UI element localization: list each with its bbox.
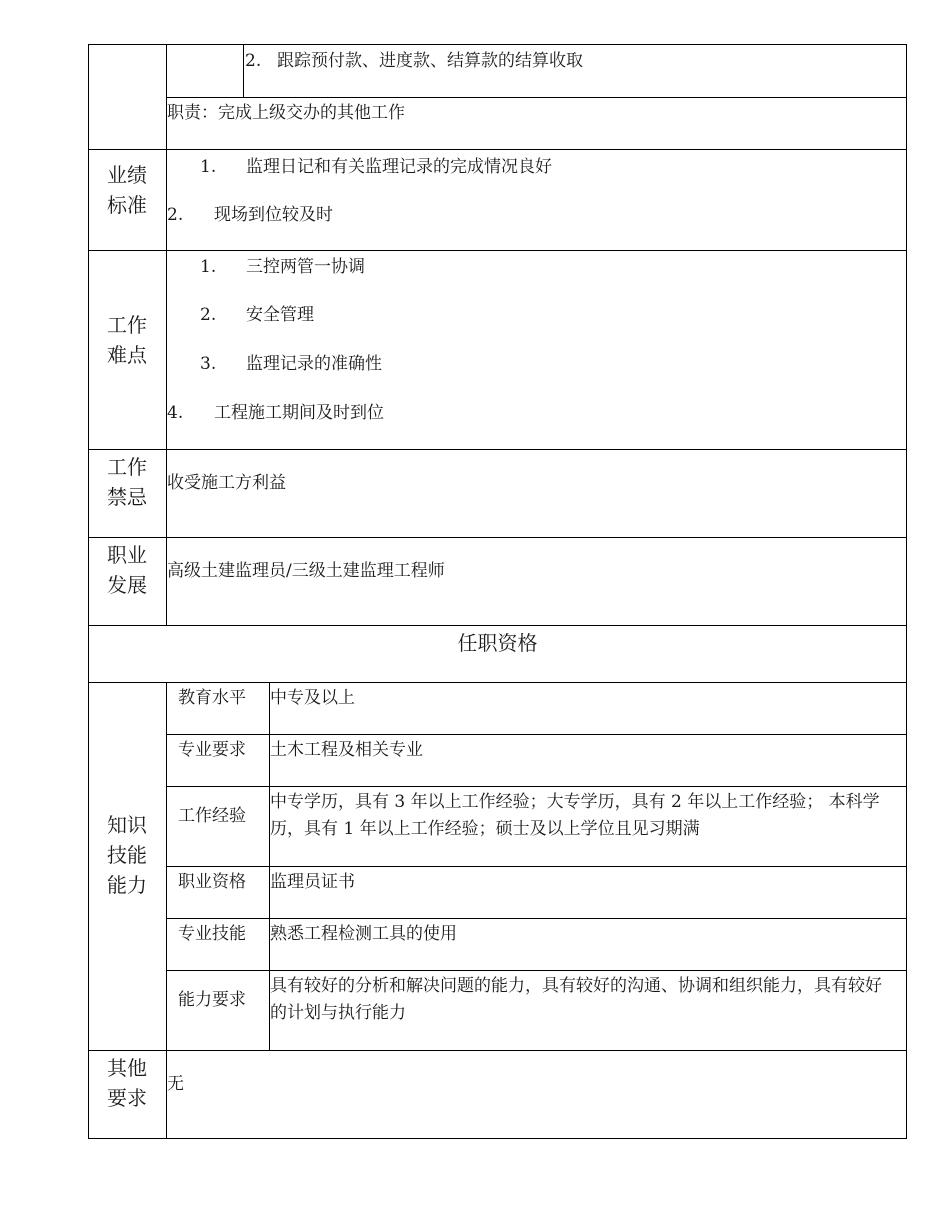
difficulty-item-2-num: 2. — [200, 305, 217, 325]
taboo-label-line1: 工作 — [107, 455, 147, 479]
career-text: 高级土建监理员/三级土建监理工程师 — [167, 561, 445, 581]
knowledge-key-education: 教育水平 — [178, 688, 246, 708]
rule-difficulty-bottom — [88, 449, 907, 450]
rule-duty-inner — [243, 44, 244, 98]
performance-label — [88, 160, 166, 220]
knowledge-label-line2: 技能 — [107, 843, 147, 867]
other-req-text: 无 — [167, 1074, 184, 1094]
duty-item-2-num: 2. — [245, 51, 262, 71]
rule-bottom — [88, 1138, 907, 1139]
rule-taboo-bottom — [88, 537, 907, 538]
knowledge-value-education: 中专及以上 — [270, 688, 355, 708]
knowledge-key-major: 专业要求 — [178, 740, 246, 760]
knowledge-value-ability: 具有较好的分析和解决问题的能力，具有较好的沟通、协调和组织能力，具有较好的计划与执行能力 — [270, 976, 882, 1023]
performance-item-2-text: 现场到位较及时 — [214, 205, 333, 225]
rule-duty-mid — [166, 97, 907, 98]
performance-label-line2: 标准 — [107, 193, 147, 217]
knowledge-label — [88, 810, 166, 900]
rule-k3 — [166, 866, 907, 867]
taboo-label-line2: 禁忌 — [107, 485, 147, 509]
career-label-line1: 职业 — [107, 543, 147, 567]
taboo-text: 收受施工方利益 — [167, 473, 286, 493]
performance-item-1-text: 监理日记和有关监理记录的完成情况良好 — [246, 157, 552, 177]
rule-k5 — [166, 970, 907, 971]
difficulty-item-3-text: 监理记录的准确性 — [246, 354, 382, 374]
performance-item-2-num: 2. — [167, 205, 184, 225]
difficulty-label-line2: 难点 — [107, 343, 147, 367]
rule-right — [906, 44, 907, 1139]
rule-qualification-bottom — [88, 682, 907, 683]
knowledge-value-skill: 熟悉工程检测工具的使用 — [270, 924, 457, 944]
rule-label-col-a — [166, 44, 167, 626]
performance-label-line1: 业绩 — [107, 163, 147, 187]
career-label-line2: 发展 — [107, 573, 147, 597]
rule-k2 — [166, 786, 907, 787]
knowledge-key-certificate: 职业资格 — [178, 872, 246, 892]
difficulty-item-1-text: 三控两管一协调 — [246, 257, 365, 277]
difficulty-label-line1: 工作 — [107, 313, 147, 337]
duty-item-2-text: 跟踪预付款、进度款、结算款的结算收取 — [277, 51, 583, 71]
rule-k4 — [166, 918, 907, 919]
difficulty-item-4-num: 4. — [167, 403, 184, 423]
rule-knowledge-bottom — [88, 1050, 907, 1051]
rule-label-col-b — [166, 682, 167, 1139]
knowledge-value-experience: 中专学历，具有 3 年以上工作经验；大专学历，具有 2 年以上工作经验； 本科学历，具有 1 年以上工作经验；硕士及以上学位且见习期满 — [270, 792, 880, 839]
rule-career-bottom — [88, 625, 907, 626]
knowledge-label-line3: 能力 — [107, 873, 147, 897]
other-req-label-line1: 其他 — [107, 1056, 147, 1080]
career-label — [88, 540, 166, 600]
rule-k1 — [166, 734, 907, 735]
difficulty-item-1-num: 1. — [200, 257, 217, 277]
difficulty-item-3-num: 3. — [200, 354, 217, 374]
taboo-label — [88, 452, 166, 512]
other-req-label — [88, 1053, 166, 1113]
knowledge-key-ability: 能力要求 — [178, 990, 246, 1010]
knowledge-label-line1: 知识 — [107, 813, 147, 837]
knowledge-key-skill: 专业技能 — [178, 924, 246, 944]
duty-other: 职责：完成上级交办的其他工作 — [167, 103, 405, 123]
rule-duty-bottom — [88, 149, 907, 150]
qualification-title: 任职资格 — [457, 631, 538, 655]
difficulty-label — [88, 310, 166, 370]
knowledge-value-major: 土木工程及相关专业 — [270, 740, 423, 760]
performance-item-1-num: 1. — [200, 157, 217, 177]
difficulty-item-4-text: 工程施工期间及时到位 — [214, 403, 384, 423]
knowledge-value-certificate: 监理员证书 — [270, 872, 355, 892]
rule-top — [88, 44, 907, 45]
other-req-label-line2: 要求 — [107, 1086, 147, 1110]
difficulty-item-2-text: 安全管理 — [246, 305, 314, 325]
knowledge-key-experience: 工作经验 — [178, 806, 246, 826]
rule-performance-bottom — [88, 250, 907, 251]
